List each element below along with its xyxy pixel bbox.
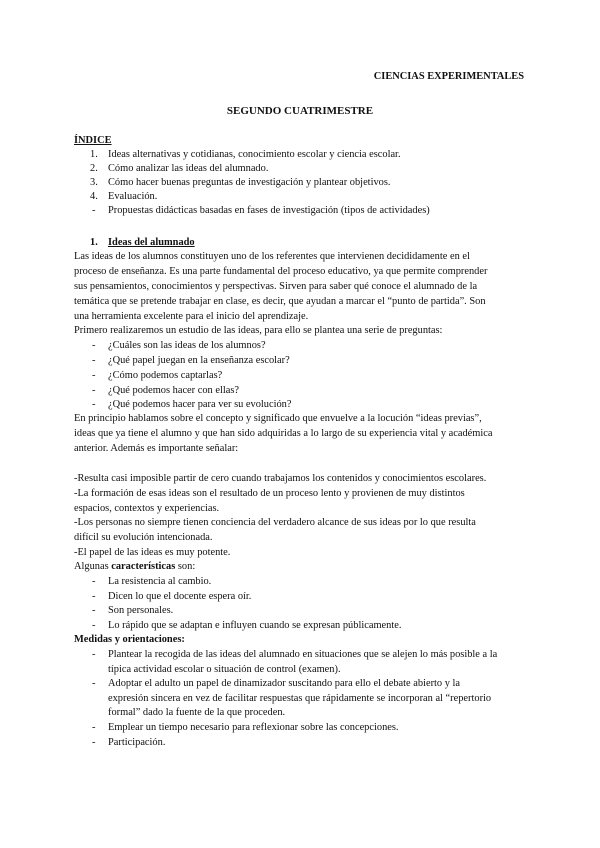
- index-item: Ideas alternativas y cotidianas, conocimiento escolar y ciencia escolar.: [108, 149, 401, 160]
- text-span: son:: [175, 561, 196, 572]
- bullet-dash: -: [92, 678, 96, 689]
- text-line: temática que se pretende trabajar en clase, es decir, que ayudan a marcar el “punto de partida”. Son: [74, 296, 486, 307]
- index-item: Cómo hacer buenas preguntas de investigación y plantear objetivos.: [108, 177, 391, 188]
- characteristic-item: La resistencia al cambio.: [108, 576, 212, 587]
- measure-item-continuation: típica actividad escolar o situación de control (examen).: [108, 664, 341, 675]
- measure-item: Plantear la recogida de las ideas del alumnado en situaciones que se alejen lo más posible a la: [108, 649, 498, 660]
- bullet-dash: -: [92, 370, 96, 381]
- measures-heading: Medidas y orientaciones:: [74, 634, 185, 645]
- index-item: Propuestas didácticas basadas en fases de investigación (tipos de actividades): [108, 205, 430, 216]
- index-marker: 1.: [90, 149, 98, 160]
- index-marker: 4.: [90, 191, 98, 202]
- index-marker: 2.: [90, 163, 98, 174]
- bullet-dash: -: [92, 591, 96, 602]
- characteristic-item: Lo rápido que se adaptan e influyen cuando se expresan públicamente.: [108, 620, 402, 631]
- bullet-dash: -: [92, 340, 96, 351]
- text-line: difícil su evolución intencionada.: [74, 532, 213, 543]
- text-span: Algunas: [74, 561, 112, 572]
- index-item: Cómo analizar las ideas del alumnado.: [108, 163, 269, 174]
- bullet-dash: -: [92, 605, 96, 616]
- index-marker: -: [92, 205, 96, 216]
- text-line: Las ideas de los alumnos constituyen uno de los referentes que intervienen decididamente en el: [74, 251, 470, 262]
- text-line: ideas que ya tiene el alumno y que han sido adquiridas a lo largo de su experiencia vital y académica: [74, 428, 493, 439]
- question-item: ¿Cómo podemos captarlas?: [108, 370, 223, 381]
- text-line: Primero realizaremos un estudio de las ideas, para ello se plantea una serie de preguntas:: [74, 325, 443, 336]
- bullet-dash: -: [92, 722, 96, 733]
- section-title: Ideas del alumnado: [108, 237, 195, 248]
- bullet-dash: -: [92, 649, 96, 660]
- bullet-dash: -: [92, 576, 96, 587]
- text-line: sus pensamientos, conocimientos y perspectivas. Sirven para saber qué conoce el alumnado de la: [74, 281, 478, 292]
- measure-item: Emplear un tiempo necesario para reflexionar sobre las concepciones.: [108, 722, 399, 733]
- text-line: -La formación de esas ideas son el resultado de un proceso lento y provienen de muy distintos: [74, 488, 465, 499]
- question-item: ¿Cuáles son las ideas de los alumnos?: [108, 340, 266, 351]
- section-number: 1.: [90, 237, 98, 248]
- characteristics-term: características: [111, 561, 176, 572]
- characteristics-intro: [74, 560, 195, 574]
- text-line: espacios, contextos y experiencias.: [74, 503, 220, 514]
- measure-item-continuation: formal” dado la fuente de la que proceden.: [108, 707, 286, 718]
- text-line: -Resulta casi imposible partir de cero cuando trabajamos los contenidos y conocimientos escolares.: [74, 473, 487, 484]
- text-line: anterior. Además es importante señalar:: [74, 443, 239, 454]
- text-line: proceso de enseñanza. Es una parte fundamental del proceso educativo, ya que permite comprender: [74, 266, 488, 277]
- text-line: -El papel de las ideas es muy potente.: [74, 547, 231, 558]
- index-heading: ÍNDICE: [74, 135, 112, 146]
- text-line: -Los personas no siempre tienen conciencia del verdadero alcance de sus ideas por lo que resulta: [74, 517, 476, 528]
- index-item: Evaluación.: [108, 191, 158, 202]
- question-item: ¿Qué podemos hacer para ver su evolución?: [108, 399, 292, 410]
- characteristic-item: Son personales.: [108, 605, 174, 616]
- text-line: En principio hablamos sobre el concepto y significado que envuelve a la locución “ideas previas”,: [74, 413, 482, 424]
- text-line: una herramienta excelente para el inicio del aprendizaje.: [74, 311, 309, 322]
- bullet-dash: -: [92, 385, 96, 396]
- question-item: ¿Qué papel juegan en la enseñanza escolar?: [108, 355, 290, 366]
- measure-item: Participación.: [108, 737, 166, 748]
- bullet-dash: -: [92, 355, 96, 366]
- bullet-dash: -: [92, 399, 96, 410]
- term-title: SEGUNDO CUATRIMESTRE: [226, 105, 374, 117]
- bullet-dash: -: [92, 620, 96, 631]
- subject-header: CIENCIAS EXPERIMENTALES: [373, 71, 524, 82]
- bullet-dash: -: [92, 737, 96, 748]
- characteristic-item: Dicen lo que el docente espera oír.: [108, 591, 252, 602]
- index-marker: 3.: [90, 177, 98, 188]
- question-item: ¿Qué podemos hacer con ellas?: [108, 385, 239, 396]
- measure-item-continuation: expresión sincera en vez de facilitar respuestas que rápidamente se incorporan al “repertorio: [108, 693, 492, 704]
- measure-item: Adoptar el adulto un papel de dinamizador suscitando para ello el debate abierto y la: [108, 678, 460, 689]
